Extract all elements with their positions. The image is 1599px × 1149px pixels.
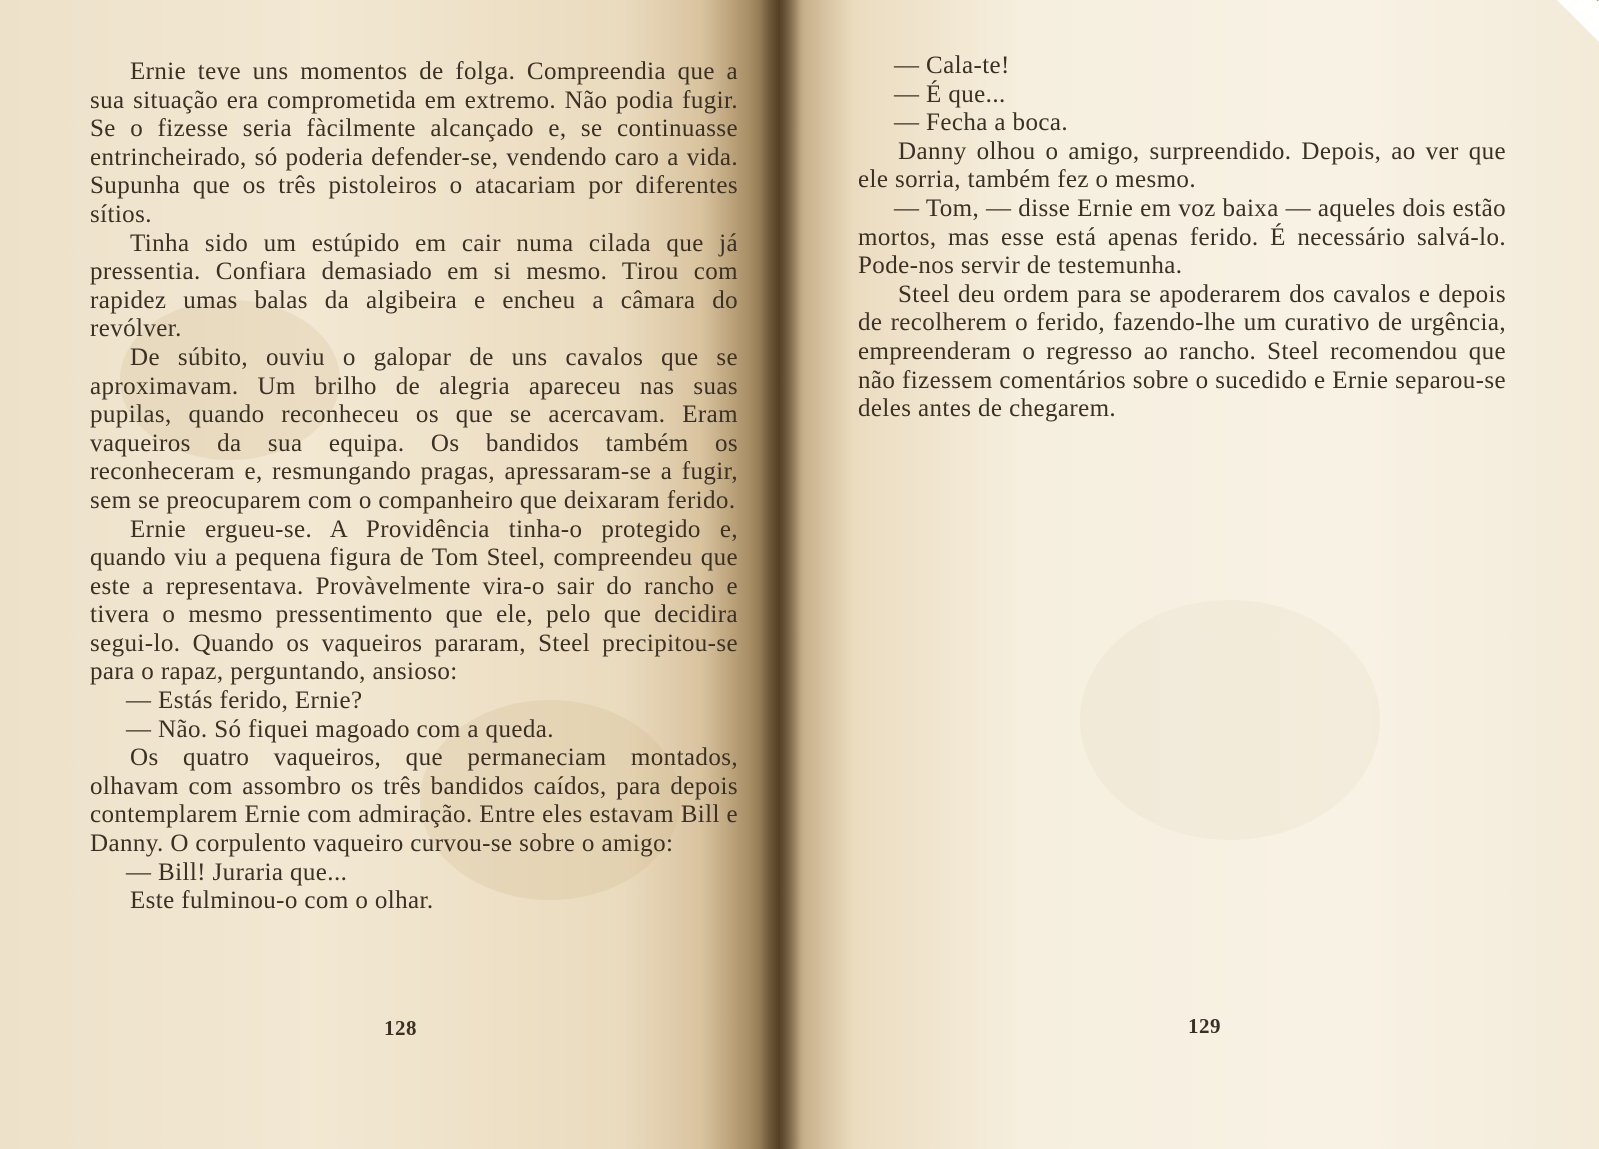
- dialog-line: — Não. Só fiquei magoado com a queda.: [126, 715, 554, 743]
- paragraph: De súbito, ouviu o galopar de uns cavalos que se aproximavam. Um brilho de alegria apareceu nas suas pupilas, quando reconheceu os que se acercavam. Eram vaqueiros da sua equipa. Os bandidos também os reconheceram e, resmungando pragas, apressaram-se a fugir, sem se preocuparem com o companheiro que deixaram ferido.: [90, 343, 738, 514]
- paragraph: Danny olhou o amigo, surpreendido. Depois, ao ver que ele sorria, também fez o mesmo.: [858, 137, 1506, 194]
- dialog-line: — Cala-te!: [894, 52, 1010, 79]
- paragraph: Os quatro vaqueiros, que permaneciam montados, olhavam com assombro os três bandidos caídos, para depois contemplarem Ernie com admiração. Entre eles estavam Bill e Danny. O corpulento vaqueiro curvou-se sobre o amigo:: [90, 744, 738, 858]
- dialog-line: — Estás ferido, Ernie?: [126, 687, 363, 715]
- dialog-line: — É que...: [894, 80, 1006, 108]
- paper-stain: [1080, 600, 1380, 840]
- paragraph: Ernie ergueu-se. A Providência tinha-o protegido e, quando viu a pequena figura de Tom Steel, compreendeu que este a representava. Provàvelmente vira-o sair do rancho e tivera o mesmo pressentimento que ele, pelo que decidira segui-lo. Quando os vaqueiros pararam, Steel precipitou-se para o rapaz, perguntando, ansioso:: [90, 515, 738, 686]
- left-page-text: [90, 58, 738, 916]
- folded-corner: [1557, 0, 1599, 42]
- page-number-left: 128: [384, 1016, 417, 1040]
- page-number-right: 129: [1188, 1014, 1221, 1038]
- paragraph: Ernie teve uns momentos de folga. Compreendia que a sua situação era comprometida em extremo. Não podia fugir. Se o fizesse seria fàcilmente alcançado e, se continuasse entrincheirado, só poderia defender-se, vendendo caro a vida. Supunha que os três pistoleiros o atacariam por diferentes sítios.: [90, 58, 738, 228]
- left-page: [0, 0, 780, 1149]
- paragraph: Steel deu ordem para se apoderarem dos cavalos e depois de recolherem o ferido, fazendo-lhe um curativo de urgência, empreenderam o regresso ao rancho. Steel recomendou que não fizessem comentários sobre o sucedido e Ernie separou-se deles antes de chegarem.: [858, 280, 1506, 423]
- dialog-line: — Tom, — disse Ernie em voz baixa — aqueles dois estão mortos, mas esse está apenas ferido. É necessário salvá-lo. Pode-nos servir de testemunha.: [858, 194, 1506, 280]
- paragraph: Tinha sido um estúpido em cair numa cilada que já pressentia. Confiara demasiado em si mesmo. Tirou com rapidez umas balas da algibeira e encheu a câmara do revólver.: [90, 229, 738, 343]
- book-gutter: [760, 0, 800, 1149]
- dialog-line: — Bill! Juraria que...: [126, 858, 348, 886]
- paragraph: Este fulminou-o com o olhar.: [130, 887, 434, 915]
- right-page: [780, 0, 1599, 1149]
- right-page-text: [858, 52, 1506, 424]
- dialog-line: — Fecha a boca.: [894, 109, 1068, 137]
